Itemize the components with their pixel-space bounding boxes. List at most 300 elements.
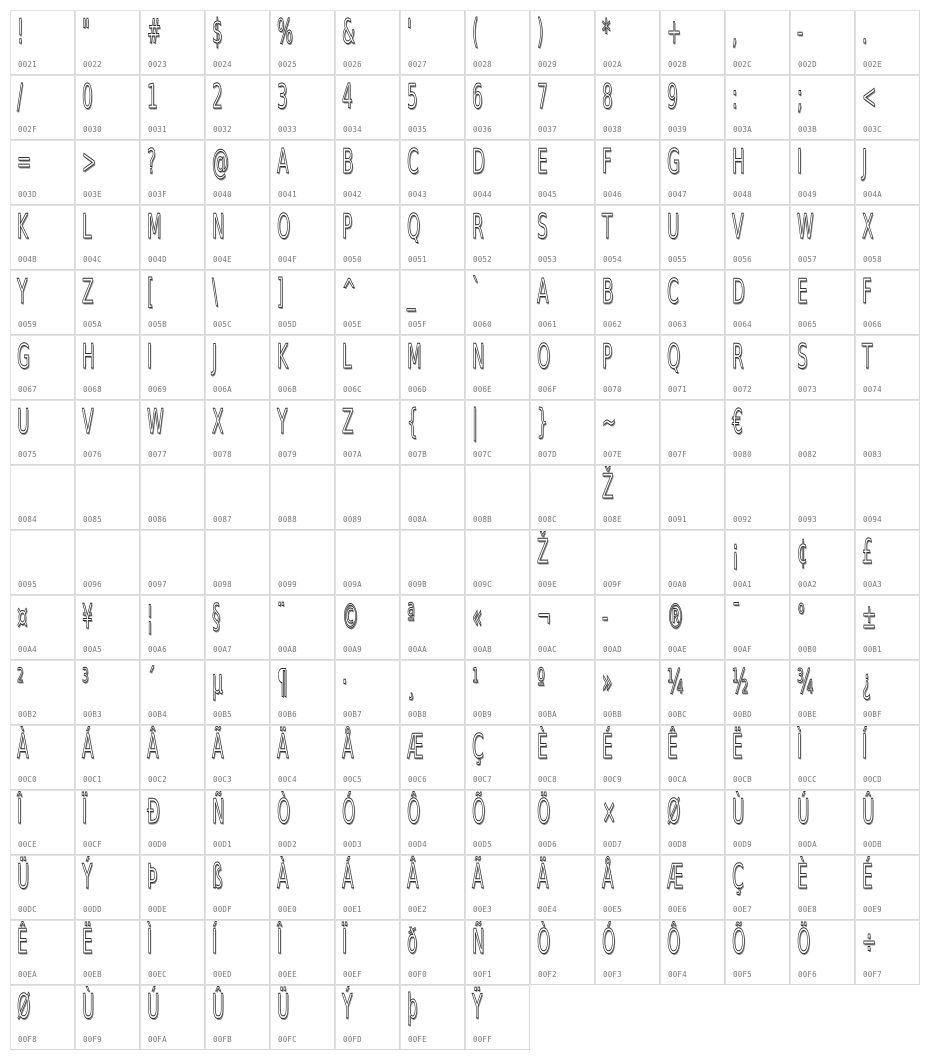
glyph-sample: " bbox=[82, 12, 90, 52]
codepoint-label: 00D7 bbox=[603, 840, 622, 849]
glyph-sample: V bbox=[732, 207, 744, 247]
glyph-sample: ± bbox=[862, 597, 877, 637]
codepoint-label: 004D bbox=[148, 255, 167, 264]
glyph-cell bbox=[140, 465, 205, 530]
codepoint-label: 0050 bbox=[343, 255, 362, 264]
codepoint-label: 004C bbox=[83, 255, 102, 264]
codepoint-label: 002D bbox=[798, 60, 817, 69]
glyph-sample: Ç bbox=[472, 727, 484, 767]
glyph-cell bbox=[660, 205, 725, 270]
glyph-sample: I bbox=[797, 142, 802, 182]
glyph-cell bbox=[465, 920, 530, 985]
codepoint-label: 0075 bbox=[18, 450, 37, 459]
glyph-cell bbox=[725, 465, 790, 530]
codepoint-label: 003F bbox=[148, 190, 167, 199]
glyph-cell bbox=[725, 140, 790, 205]
codepoint-label: 00FB bbox=[213, 1035, 232, 1044]
glyph-cell bbox=[790, 465, 855, 530]
glyph-sample: } bbox=[537, 402, 548, 442]
codepoint-label: 00FF bbox=[473, 1035, 492, 1044]
glyph-cell bbox=[855, 920, 920, 985]
codepoint-label: 00F5 bbox=[733, 970, 752, 979]
glyph-sample: È bbox=[797, 857, 808, 897]
codepoint-label: 00C0 bbox=[18, 775, 37, 784]
glyph-cell bbox=[400, 465, 465, 530]
glyph-cell bbox=[10, 725, 75, 790]
codepoint-label: 0071 bbox=[668, 385, 687, 394]
glyph-cell bbox=[465, 725, 530, 790]
glyph-cell bbox=[10, 530, 75, 595]
glyph-cell bbox=[855, 530, 920, 595]
glyph-cell bbox=[660, 920, 725, 985]
glyph-sample: Ï bbox=[342, 922, 347, 962]
codepoint-label: 00D8 bbox=[668, 840, 687, 849]
glyph-cell bbox=[725, 10, 790, 75]
glyph-cell bbox=[270, 725, 335, 790]
glyph-cell bbox=[335, 855, 400, 920]
glyph-sample: / bbox=[17, 77, 23, 117]
glyph-cell bbox=[400, 530, 465, 595]
glyph-cell bbox=[10, 335, 75, 400]
codepoint-label: 00ED bbox=[213, 970, 232, 979]
glyph-sample: 8 bbox=[602, 77, 613, 117]
glyph-sample: È bbox=[537, 727, 548, 767]
glyph-sample: Ù bbox=[732, 792, 745, 832]
glyph-sample: V bbox=[82, 402, 94, 442]
glyph-sample: Z bbox=[82, 272, 94, 312]
glyph-sample: Â bbox=[147, 727, 159, 767]
glyph-cell bbox=[205, 985, 270, 1050]
codepoint-label: 00C8 bbox=[538, 775, 557, 784]
glyph-cell bbox=[400, 205, 465, 270]
glyph-cell bbox=[530, 790, 595, 855]
glyph-cell bbox=[75, 595, 140, 660]
codepoint-label: 008E bbox=[603, 515, 622, 524]
glyph-sample: Ù bbox=[82, 987, 95, 1027]
codepoint-label: 00B4 bbox=[148, 710, 167, 719]
glyph-sample: 3 bbox=[277, 77, 288, 117]
glyph-cell bbox=[790, 140, 855, 205]
codepoint-label: 0041 bbox=[278, 190, 297, 199]
glyph-sample: T bbox=[602, 207, 613, 247]
codepoint-label: 00B7 bbox=[343, 710, 362, 719]
codepoint-label: 0049 bbox=[798, 190, 817, 199]
codepoint-label: 0074 bbox=[863, 385, 882, 394]
glyph-sample: Ò bbox=[277, 792, 291, 832]
glyph-cell bbox=[660, 400, 725, 465]
codepoint-label: 00CD bbox=[863, 775, 882, 784]
glyph-cell bbox=[10, 920, 75, 985]
codepoint-label: 0043 bbox=[408, 190, 427, 199]
codepoint-label: 00F3 bbox=[603, 970, 622, 979]
glyph-cell bbox=[335, 920, 400, 985]
glyph-sample: ¿ bbox=[862, 662, 871, 702]
glyph-sample: . bbox=[862, 12, 868, 52]
codepoint-label: 00B2 bbox=[18, 710, 37, 719]
glyph-sample: F bbox=[602, 142, 612, 182]
glyph-cell bbox=[10, 790, 75, 855]
codepoint-label: 0048 bbox=[733, 190, 752, 199]
glyph-sample: E bbox=[797, 272, 808, 312]
codepoint-label: 002C bbox=[733, 60, 752, 69]
glyph-cell bbox=[530, 75, 595, 140]
glyph-sample: ` bbox=[472, 272, 481, 312]
glyph-cell bbox=[855, 205, 920, 270]
glyph-cell bbox=[530, 270, 595, 335]
glyph-sample: + bbox=[667, 12, 682, 52]
codepoint-label: 0087 bbox=[213, 515, 232, 524]
glyph-cell bbox=[335, 140, 400, 205]
glyph-sample: Ñ bbox=[212, 792, 225, 832]
glyph-sample: ¹ bbox=[472, 662, 479, 702]
glyph-sample: Ë bbox=[732, 727, 743, 767]
codepoint-label: 00BC bbox=[668, 710, 687, 719]
codepoint-label: 00DB bbox=[863, 840, 882, 849]
glyph-sample: R bbox=[472, 207, 484, 247]
codepoint-label: 0099 bbox=[278, 580, 297, 589]
glyph-sample: Ü bbox=[17, 857, 30, 897]
glyph-sample: @ bbox=[212, 142, 229, 182]
glyph-cell bbox=[10, 10, 75, 75]
glyph-cell bbox=[75, 10, 140, 75]
glyph-sample: ¤ bbox=[17, 597, 28, 637]
glyph-cell bbox=[855, 140, 920, 205]
codepoint-label: 0085 bbox=[83, 515, 102, 524]
codepoint-label: 00C4 bbox=[278, 775, 297, 784]
glyph-cell bbox=[205, 140, 270, 205]
glyph-sample: Û bbox=[862, 792, 875, 832]
codepoint-label: 007F bbox=[668, 450, 687, 459]
glyph-sample: Ý bbox=[82, 857, 93, 897]
glyph-sample: : bbox=[732, 77, 738, 117]
glyph-cell bbox=[595, 855, 660, 920]
glyph-cell bbox=[270, 75, 335, 140]
glyph-sample: Ä bbox=[277, 727, 289, 767]
glyph-cell bbox=[530, 660, 595, 725]
glyph-cell bbox=[725, 725, 790, 790]
glyph-cell bbox=[660, 530, 725, 595]
codepoint-label: 00F2 bbox=[538, 970, 557, 979]
glyph-cell bbox=[335, 205, 400, 270]
codepoint-label: 005B bbox=[148, 320, 167, 329]
codepoint-label: 0033 bbox=[278, 125, 297, 134]
glyph-sample: Q bbox=[667, 337, 681, 377]
codepoint-label: 002B bbox=[668, 60, 687, 69]
glyph-sample: ) bbox=[537, 12, 544, 52]
codepoint-label: 00D2 bbox=[278, 840, 297, 849]
codepoint-label: 0052 bbox=[473, 255, 492, 264]
glyph-cell bbox=[400, 855, 465, 920]
glyph-sample: _ bbox=[407, 272, 416, 312]
glyph-cell bbox=[790, 400, 855, 465]
glyph-cell bbox=[205, 530, 270, 595]
codepoint-label: 009F bbox=[603, 580, 622, 589]
glyph-sample: Ÿ bbox=[472, 987, 483, 1027]
codepoint-label: 0053 bbox=[538, 255, 557, 264]
glyph-cell bbox=[10, 400, 75, 465]
glyph-cell bbox=[595, 140, 660, 205]
glyph-sample: Ã bbox=[212, 727, 224, 767]
codepoint-label: 0045 bbox=[538, 190, 557, 199]
codepoint-label: 0021 bbox=[18, 60, 37, 69]
codepoint-label: 0079 bbox=[278, 450, 297, 459]
glyph-cell bbox=[140, 10, 205, 75]
glyph-sample: ! bbox=[17, 12, 24, 52]
glyph-sample: F bbox=[862, 272, 872, 312]
codepoint-label: 0094 bbox=[863, 515, 882, 524]
glyph-cell bbox=[465, 140, 530, 205]
glyph-cell bbox=[790, 75, 855, 140]
glyph-cell bbox=[335, 595, 400, 660]
glyph-cell bbox=[595, 75, 660, 140]
glyph-cell bbox=[335, 985, 400, 1050]
glyph-cell bbox=[400, 985, 465, 1050]
glyph-sample: [ bbox=[147, 272, 154, 312]
codepoint-label: 0067 bbox=[18, 385, 37, 394]
glyph-cell bbox=[465, 465, 530, 530]
codepoint-label: 00D9 bbox=[733, 840, 752, 849]
glyph-sample: S bbox=[537, 207, 548, 247]
glyph-cell bbox=[400, 400, 465, 465]
glyph-sample: ^ bbox=[342, 272, 357, 312]
glyph-cell bbox=[660, 335, 725, 400]
glyph-sample: B bbox=[342, 142, 354, 182]
codepoint-label: 00DE bbox=[148, 905, 167, 914]
glyph-cell bbox=[595, 10, 660, 75]
glyph-sample: K bbox=[277, 337, 289, 377]
glyph-cell bbox=[725, 400, 790, 465]
glyph-sample: ¶ bbox=[277, 662, 288, 702]
codepoint-label: 00D4 bbox=[408, 840, 427, 849]
codepoint-label: 0092 bbox=[733, 515, 752, 524]
glyph-cell bbox=[855, 335, 920, 400]
glyph-cell bbox=[400, 790, 465, 855]
glyph-cell bbox=[855, 10, 920, 75]
glyph-cell bbox=[465, 660, 530, 725]
glyph-sample: $ bbox=[212, 12, 223, 52]
codepoint-label: 0042 bbox=[343, 190, 362, 199]
glyph-sample: Ó bbox=[342, 792, 356, 832]
codepoint-label: 0046 bbox=[603, 190, 622, 199]
glyph-sample: H bbox=[732, 142, 745, 182]
glyph-cell bbox=[790, 595, 855, 660]
glyph-sample: H bbox=[82, 337, 95, 377]
glyph-sample: ¼ bbox=[667, 662, 684, 702]
codepoint-label: 002A bbox=[603, 60, 622, 69]
glyph-sample: ¸ bbox=[407, 662, 416, 702]
codepoint-label: 0024 bbox=[213, 60, 232, 69]
codepoint-label: 0063 bbox=[668, 320, 687, 329]
glyph-sample: Ö bbox=[537, 792, 551, 832]
glyph-cell bbox=[790, 855, 855, 920]
glyph-cell bbox=[270, 465, 335, 530]
glyph-cell bbox=[75, 400, 140, 465]
glyph-sample: Ì bbox=[147, 922, 152, 962]
glyph-cell bbox=[595, 920, 660, 985]
glyph-sample: Þ bbox=[147, 857, 158, 897]
glyph-sample: < bbox=[862, 77, 877, 117]
codepoint-label: 0062 bbox=[603, 320, 622, 329]
glyph-cell bbox=[530, 205, 595, 270]
glyph-cell bbox=[400, 10, 465, 75]
codepoint-label: 007D bbox=[538, 450, 557, 459]
glyph-sample: Ä bbox=[537, 857, 549, 897]
glyph-sample: ² bbox=[17, 662, 24, 702]
glyph-cell bbox=[790, 530, 855, 595]
glyph-sample: B bbox=[602, 272, 614, 312]
glyph-sample: E bbox=[537, 142, 548, 182]
codepoint-label: 007A bbox=[343, 450, 362, 459]
codepoint-label: 0051 bbox=[408, 255, 427, 264]
codepoint-label: 007E bbox=[603, 450, 622, 459]
codepoint-label: 00E3 bbox=[473, 905, 492, 914]
glyph-cell bbox=[75, 660, 140, 725]
codepoint-label: 00CA bbox=[668, 775, 687, 784]
glyph-cell bbox=[530, 10, 595, 75]
codepoint-label: 0037 bbox=[538, 125, 557, 134]
glyph-sample: Í bbox=[212, 922, 217, 962]
glyph-sample: ? bbox=[147, 142, 156, 182]
glyph-sample: N bbox=[212, 207, 225, 247]
codepoint-label: 006F bbox=[538, 385, 557, 394]
codepoint-label: 0055 bbox=[668, 255, 687, 264]
glyph-sample: Ž bbox=[537, 532, 549, 572]
glyph-cell bbox=[530, 855, 595, 920]
codepoint-label: 0031 bbox=[148, 125, 167, 134]
glyph-sample: É bbox=[862, 857, 873, 897]
codepoint-label: 00E8 bbox=[798, 905, 817, 914]
glyph-sample: Ñ bbox=[472, 922, 485, 962]
glyph-sample: K bbox=[17, 207, 29, 247]
codepoint-label: 005E bbox=[343, 320, 362, 329]
glyph-cell bbox=[205, 205, 270, 270]
glyph-sample: 1 bbox=[147, 77, 158, 117]
codepoint-label: 00E5 bbox=[603, 905, 622, 914]
glyph-sample: > bbox=[82, 142, 97, 182]
codepoint-label: 00B6 bbox=[278, 710, 297, 719]
glyph-cell bbox=[595, 530, 660, 595]
codepoint-label: 0072 bbox=[733, 385, 752, 394]
glyph-cell bbox=[270, 335, 335, 400]
codepoint-label: 00D1 bbox=[213, 840, 232, 849]
codepoint-label: 0058 bbox=[863, 255, 882, 264]
codepoint-label: 0025 bbox=[278, 60, 297, 69]
codepoint-label: 006A bbox=[213, 385, 232, 394]
glyph-cell bbox=[530, 400, 595, 465]
glyph-sample: ° bbox=[797, 597, 806, 637]
glyph-cell bbox=[335, 75, 400, 140]
glyph-sample: ( bbox=[472, 12, 479, 52]
codepoint-label: 004E bbox=[213, 255, 232, 264]
codepoint-label: 0070 bbox=[603, 385, 622, 394]
glyph-sample: Ý bbox=[342, 987, 353, 1027]
codepoint-label: 00BE bbox=[798, 710, 817, 719]
glyph-cell bbox=[270, 790, 335, 855]
codepoint-label: 00C7 bbox=[473, 775, 492, 784]
glyph-sample: ¥ bbox=[82, 597, 93, 637]
glyph-cell bbox=[205, 465, 270, 530]
glyph-sample: µ bbox=[212, 662, 223, 702]
glyph-cell bbox=[75, 855, 140, 920]
codepoint-label: 009B bbox=[408, 580, 427, 589]
glyph-sample: O bbox=[537, 337, 551, 377]
glyph-cell bbox=[335, 10, 400, 75]
glyph-sample: » bbox=[602, 662, 613, 702]
glyph-sample: { bbox=[407, 402, 418, 442]
glyph-cell bbox=[400, 725, 465, 790]
codepoint-label: 003A bbox=[733, 125, 752, 134]
codepoint-label: 00C5 bbox=[343, 775, 362, 784]
codepoint-label: 00FA bbox=[148, 1035, 167, 1044]
codepoint-label: 00F1 bbox=[473, 970, 492, 979]
glyph-cell bbox=[140, 270, 205, 335]
glyph-cell bbox=[140, 205, 205, 270]
codepoint-label: 00A6 bbox=[148, 645, 167, 654]
glyph-sample: J bbox=[862, 142, 867, 182]
glyph-cell bbox=[140, 530, 205, 595]
glyph-cell bbox=[790, 920, 855, 985]
glyph-sample: Õ bbox=[472, 792, 486, 832]
glyph-sample: , bbox=[732, 12, 738, 52]
glyph-cell bbox=[335, 335, 400, 400]
glyph-cell bbox=[10, 855, 75, 920]
codepoint-label: 00A9 bbox=[343, 645, 362, 654]
glyph-sample: ´ bbox=[147, 662, 156, 702]
codepoint-label: 00E7 bbox=[733, 905, 752, 914]
glyph-sample: Ó bbox=[602, 922, 616, 962]
glyph-sample: | bbox=[472, 402, 478, 442]
glyph-sample: É bbox=[602, 727, 613, 767]
glyph-cell bbox=[400, 595, 465, 660]
glyph-cell bbox=[595, 725, 660, 790]
codepoint-label: 004A bbox=[863, 190, 882, 199]
codepoint-label: 0097 bbox=[148, 580, 167, 589]
codepoint-label: 00AE bbox=[668, 645, 687, 654]
codepoint-label: 00D6 bbox=[538, 840, 557, 849]
glyph-sample: = bbox=[17, 142, 32, 182]
codepoint-label: 00E4 bbox=[538, 905, 557, 914]
glyph-cell bbox=[855, 270, 920, 335]
glyph-cell bbox=[270, 530, 335, 595]
glyph-cell bbox=[660, 660, 725, 725]
codepoint-label: 00F0 bbox=[408, 970, 427, 979]
codepoint-label: 00E9 bbox=[863, 905, 882, 914]
glyph-cell bbox=[855, 465, 920, 530]
glyph-sample: M bbox=[147, 207, 162, 247]
glyph-sample: Ê bbox=[667, 727, 678, 767]
glyph-sample: - bbox=[602, 597, 609, 637]
glyph-cell bbox=[205, 855, 270, 920]
glyph-cell bbox=[790, 790, 855, 855]
codepoint-label: 00FD bbox=[343, 1035, 362, 1044]
codepoint-label: 0030 bbox=[83, 125, 102, 134]
glyph-sample: 5 bbox=[407, 77, 418, 117]
codepoint-label: 003E bbox=[83, 190, 102, 199]
codepoint-label: 008A bbox=[408, 515, 427, 524]
glyph-cell bbox=[595, 400, 660, 465]
glyph-sample: 2 bbox=[212, 77, 223, 117]
codepoint-label: 00CB bbox=[733, 775, 752, 784]
glyph-cell bbox=[270, 660, 335, 725]
codepoint-label: 0056 bbox=[733, 255, 752, 264]
glyph-sample: Ã bbox=[472, 857, 484, 897]
glyph-cell bbox=[270, 595, 335, 660]
glyph-cell bbox=[465, 790, 530, 855]
glyph-cell bbox=[530, 725, 595, 790]
glyph-cell bbox=[140, 595, 205, 660]
glyph-cell bbox=[10, 595, 75, 660]
codepoint-label: 00A2 bbox=[798, 580, 817, 589]
